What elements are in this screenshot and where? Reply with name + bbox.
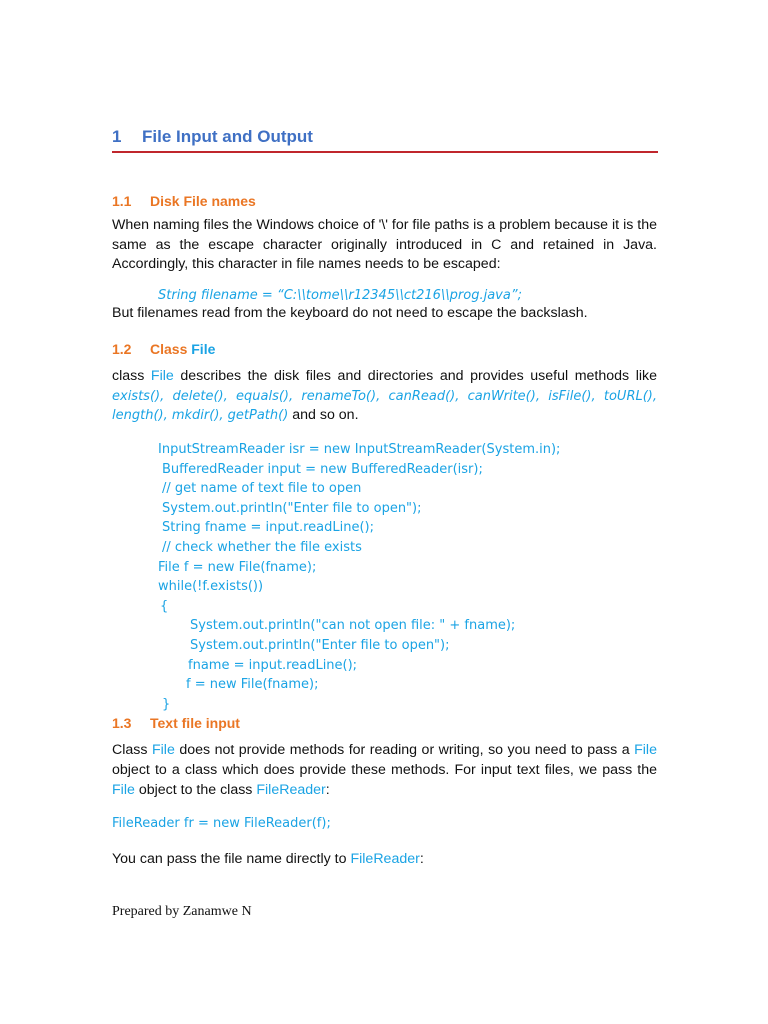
chapter-title: File Input and Output [142,127,313,146]
code-line: System.out.println("Enter file to open"); [190,638,450,653]
section-heading-1-2 [112,341,215,357]
section-number: 1.1 [112,193,132,209]
text-run: class [112,368,145,384]
text-run: object to the class [138,782,253,798]
code-line: InputStreamReader isr = new InputStreamReader(System.in); [158,442,561,457]
code-line: System.out.println("can not open file: " + fname); [190,618,516,634]
code-line: { [160,598,169,614]
class-name-file: File [150,368,174,384]
text-run: : [325,782,330,798]
text-run: object to a class which does provide these methods. For input text files, we pass the [112,762,657,778]
code-line: // check whether the file exists [162,540,362,555]
section-title: Class [150,341,188,357]
section-heading-1-3 [112,715,240,731]
chapter-number: 1 [112,127,122,146]
method-list: exists(), delete(), equals(), renameTo(), canRead(), canWrite(), isFile(), toURL(), length(), mkdir(), getPath() [112,388,657,423]
heading-rule [112,151,658,153]
section-title: Disk File names [150,193,256,209]
code-filename-example: String filename = “C:\\tome\\r12345\\ct216\\prog.java”; [158,288,522,303]
text-run: You can pass the file name directly to [112,851,347,867]
code-filereader-example: FileReader fr = new FileReader(f); [112,816,331,831]
class-name-filereader: FileReader [256,782,326,798]
class-name-filereader: FileReader [350,851,420,867]
code-line: } [162,696,171,712]
section-number: 1.3 [112,715,132,731]
paragraph-keyboard-filenames: But filenames read from the keyboard do not need to escape the backslash. [112,305,588,321]
section-title: Text file input [150,715,240,731]
code-line: String fname = input.readLine(); [162,520,374,536]
code-line: System.out.println("Enter file to open"); [162,500,422,516]
code-line: fname = input.readLine(); [188,657,358,673]
page-footer: Prepared by Zanamwe N [112,904,252,919]
paragraph-pass-file-name [112,851,424,867]
code-line: f = new File(fname); [186,677,319,693]
text-run: Class [112,742,148,758]
text-run: : [419,851,424,867]
code-line: BufferedReader input = new BufferedReader(isr); [162,461,483,477]
section-title-class-name: File [191,341,216,357]
code-line: // get name of text file to open [162,481,362,497]
class-name-file: File [634,742,657,758]
class-name-file: File [112,782,135,798]
paragraph-text-file-input [112,740,657,800]
paragraph-class-file [112,367,657,426]
text-run: and so on. [292,407,359,423]
code-line: File f = new File(fname); [158,559,317,575]
section-number: 1.2 [112,341,132,357]
section-heading-1-1 [112,193,256,209]
code-line: while(!f.exists()) [158,579,264,595]
class-name-file: File [151,742,175,758]
chapter-heading [112,127,313,147]
text-run: describes the disk files and directories and provides useful methods like [180,368,657,384]
paragraph-disk-file-names: When naming files the Windows choice of '\' for file paths is a problem because it is the same as the escape character originally introduced in C and retained in Java. Accordingly, this character in file names needs to be escaped: [112,217,657,272]
text-run: does not provide methods for reading or writing, so you need to pass a [179,742,630,758]
